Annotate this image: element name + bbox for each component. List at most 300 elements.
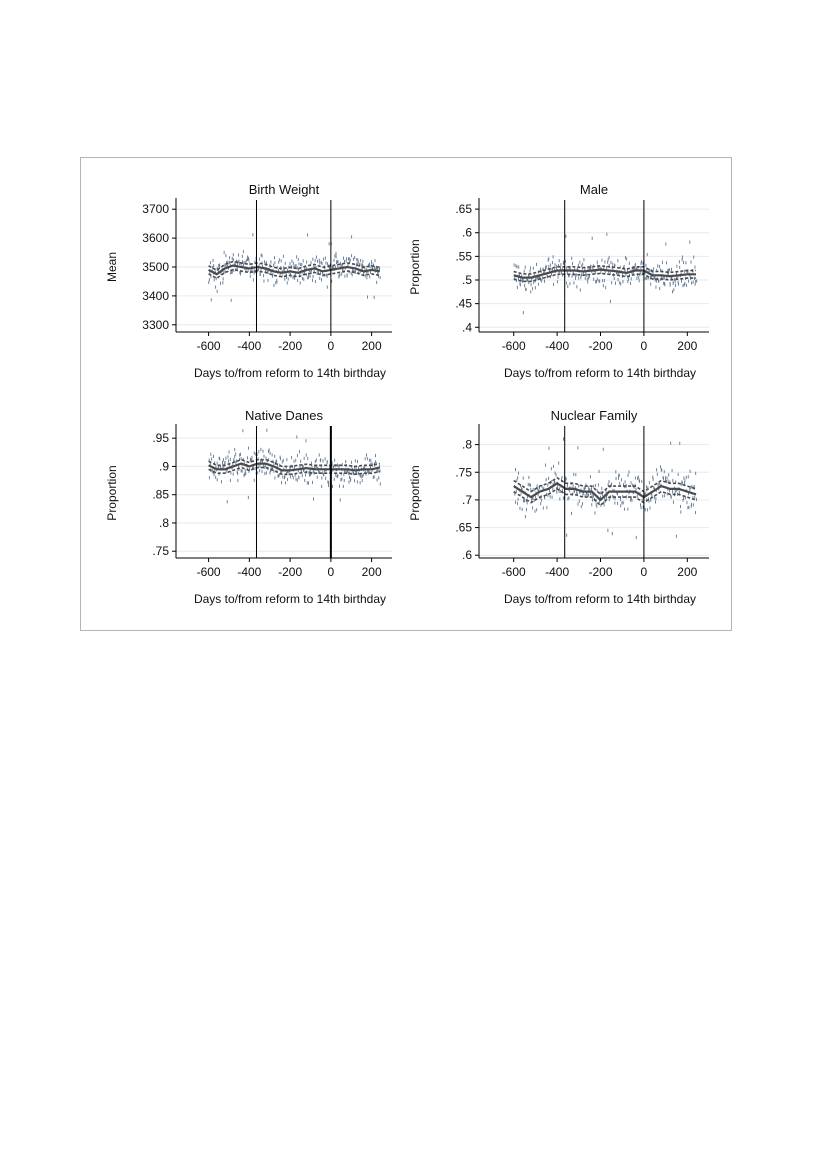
- x-tick-label: -400: [237, 565, 262, 579]
- scatter-point: [525, 266, 526, 269]
- scatter-point: [290, 262, 291, 265]
- scatter-point: [523, 477, 524, 480]
- scatter-point: [336, 252, 337, 255]
- scatter-point: [620, 282, 621, 285]
- scatter-point: [657, 473, 658, 476]
- scatter-point: [595, 484, 596, 487]
- scatter-point: [649, 481, 650, 484]
- scatter-point: [339, 485, 340, 488]
- scatter-point: [298, 258, 299, 261]
- y-tick-label: .45: [455, 296, 472, 311]
- scatter-point: [567, 285, 568, 288]
- scatter-point: [587, 277, 588, 280]
- y-axis-label: Proportion: [105, 465, 119, 521]
- scatter-point: [625, 256, 626, 259]
- scatter-point: [248, 496, 249, 499]
- scatter-point: [662, 495, 663, 498]
- scatter-point: [336, 255, 337, 258]
- scatter-point: [222, 461, 223, 464]
- scatter-point: [517, 265, 518, 268]
- scatter-point: [682, 481, 683, 484]
- scatter-point: [233, 253, 234, 256]
- scatter-point: [536, 508, 537, 511]
- scatter-point: [686, 284, 687, 287]
- scatter-point: [247, 258, 248, 261]
- scatter-point: [679, 442, 680, 445]
- scatter-point: [294, 277, 295, 280]
- scatter-point: [341, 272, 342, 275]
- scatter-point: [659, 287, 660, 290]
- x-tick-label: -400: [545, 339, 570, 353]
- scatter-point: [306, 260, 307, 263]
- scatter-point: [560, 263, 561, 266]
- scatter-point: [263, 450, 264, 453]
- scatter-point: [640, 271, 641, 274]
- scatter-point: [366, 276, 367, 279]
- scatter-point: [244, 261, 245, 264]
- scatter-point: [696, 498, 697, 501]
- scatter-point: [655, 286, 656, 289]
- scatter-point: [641, 506, 642, 509]
- scatter-point: [530, 290, 531, 293]
- scatter-point: [212, 469, 213, 472]
- scatter-point: [337, 260, 338, 263]
- scatter-point: [592, 237, 593, 240]
- scatter-point: [645, 492, 646, 495]
- scatter-point: [266, 471, 267, 474]
- scatter-point: [566, 534, 567, 537]
- scatter-point: [569, 496, 570, 499]
- scatter-point: [565, 235, 566, 238]
- x-tick-label: 0: [327, 565, 335, 579]
- scatter-point: [683, 476, 684, 479]
- scatter-point: [586, 274, 587, 277]
- scatter-point: [672, 479, 673, 482]
- scatter-point: [291, 456, 292, 459]
- scatter-point: [664, 283, 665, 286]
- scatter-point: [665, 242, 666, 245]
- scatter-point: [587, 280, 588, 283]
- scatter-point: [581, 264, 582, 267]
- scatter-point: [306, 439, 307, 442]
- scatter-point: [528, 476, 529, 479]
- scatter-point: [611, 482, 612, 485]
- scatter-point: [282, 475, 283, 478]
- scatter-point: [319, 259, 320, 262]
- scatter-point: [358, 472, 359, 475]
- scatter-point: [274, 455, 275, 458]
- scatter-point: [684, 282, 685, 285]
- scatter-point: [667, 492, 668, 495]
- scatter-point: [558, 276, 559, 279]
- scatter-point: [365, 274, 366, 277]
- scatter-point: [603, 448, 604, 451]
- y-tick-label: .8: [461, 437, 472, 452]
- scatter-point: [348, 472, 349, 475]
- x-tick-label: -600: [501, 339, 526, 353]
- scatter-point: [553, 283, 554, 286]
- scatter-point: [567, 484, 568, 487]
- scatter-point: [548, 265, 549, 268]
- scatter-point: [212, 266, 213, 269]
- scatter-point: [573, 473, 574, 476]
- y-tick-label: .5: [461, 273, 472, 287]
- scatter-point: [616, 477, 617, 480]
- scatter-point: [675, 280, 676, 283]
- scatter-point: [216, 277, 217, 280]
- scatter-point: [667, 476, 668, 479]
- scatter-point: [579, 500, 580, 503]
- scatter-point: [665, 476, 666, 479]
- scatter-point: [285, 481, 286, 484]
- scatter-point: [670, 282, 671, 285]
- scatter-point: [211, 457, 212, 460]
- scatter-point: [669, 268, 670, 271]
- scatter-point: [307, 457, 308, 460]
- scatter-point: [518, 265, 519, 268]
- scatter-point: [557, 485, 558, 488]
- scatter-point: [612, 262, 613, 265]
- scatter-point: [339, 275, 340, 278]
- scatter-point: [552, 487, 553, 490]
- scatter-point: [602, 259, 603, 262]
- scatter-point: [598, 279, 599, 282]
- scatter-point: [693, 503, 694, 506]
- scatter-point: [217, 462, 218, 465]
- scatter-point: [530, 266, 531, 269]
- scatter-point: [243, 250, 244, 253]
- scatter-point: [609, 256, 610, 259]
- scatter-point: [647, 508, 648, 511]
- scatter-point: [312, 258, 313, 261]
- scatter-point: [523, 311, 524, 314]
- scatter-point: [230, 471, 231, 474]
- scatter-point: [640, 266, 641, 269]
- scatter-point: [351, 254, 352, 257]
- scatter-point: [551, 467, 552, 470]
- scatter-point: [612, 532, 613, 535]
- scatter-point: [340, 498, 341, 501]
- scatter-point: [695, 266, 696, 269]
- scatter-point: [287, 478, 288, 481]
- scatter-point: [545, 464, 546, 467]
- scatter-point: [378, 476, 379, 479]
- scatter-point: [338, 260, 339, 263]
- y-axis-label: Proportion: [408, 465, 422, 521]
- scatter-point: [334, 254, 335, 257]
- scatter-point: [375, 454, 376, 457]
- scatter-point: [556, 265, 557, 268]
- scatter-point: [296, 255, 297, 258]
- scatter-point: [249, 468, 250, 471]
- scatter-point: [567, 497, 568, 500]
- scatter-point: [352, 273, 353, 276]
- scatter-point: [607, 529, 608, 532]
- scatter-point: [293, 276, 294, 279]
- scatter-point: [361, 475, 362, 478]
- scatter-point: [245, 469, 246, 472]
- scatter-point: [238, 253, 239, 256]
- scatter-point: [639, 480, 640, 483]
- scatter-point: [357, 460, 358, 463]
- scatter-point: [695, 280, 696, 283]
- scatter-point: [261, 253, 262, 256]
- scatter-point: [696, 279, 697, 282]
- scatter-point: [619, 281, 620, 284]
- scatter-point: [532, 287, 533, 290]
- x-tick-label: 200: [677, 565, 698, 579]
- scatter-point: [624, 265, 625, 268]
- scatter-point: [636, 536, 637, 539]
- scatter-point: [215, 285, 216, 288]
- scatter-point: [276, 280, 277, 283]
- scatter-point: [614, 277, 615, 280]
- scatter-point: [349, 476, 350, 479]
- scatter-point: [631, 499, 632, 502]
- scatter-point: [211, 298, 212, 301]
- scatter-point: [268, 279, 269, 282]
- x-tick-label: -600: [196, 339, 221, 353]
- scatter-point: [686, 501, 687, 504]
- scatter-point: [527, 501, 528, 504]
- chart-panel-4: [408, 408, 709, 606]
- scatter-point: [638, 476, 639, 479]
- scatter-point: [695, 472, 696, 475]
- chart-title: Nuclear Family: [550, 408, 638, 423]
- scatter-point: [322, 262, 323, 265]
- scatter-point: [319, 261, 320, 264]
- scatter-point: [629, 262, 630, 265]
- scatter-point: [300, 281, 301, 284]
- scatter-point: [271, 260, 272, 263]
- y-tick-label: .75: [152, 544, 169, 559]
- scatter-point: [224, 251, 225, 254]
- scatter-point: [693, 281, 694, 284]
- scatter-point: [351, 461, 352, 464]
- scatter-point: [630, 498, 631, 501]
- scatter-point: [600, 271, 601, 274]
- scatter-point: [293, 476, 294, 479]
- scatter-point: [242, 470, 243, 473]
- scatter-point: [234, 448, 235, 451]
- scatter-point: [264, 472, 265, 475]
- scatter-point: [214, 473, 215, 476]
- scatter-point: [369, 275, 370, 278]
- scatter-point: [531, 283, 532, 286]
- scatter-point: [317, 272, 318, 275]
- scatter-point: [255, 467, 256, 470]
- x-axis-label: Days to/from reform to 14th birthday: [193, 592, 387, 606]
- scatter-point: [234, 455, 235, 458]
- scatter-point: [535, 510, 536, 513]
- scatter-point: [602, 279, 603, 282]
- scatter-point: [588, 493, 589, 496]
- scatter-point: [664, 494, 665, 497]
- scatter-point: [349, 257, 350, 260]
- scatter-point: [302, 277, 303, 280]
- scatter-point: [315, 280, 316, 283]
- scatter-point: [258, 268, 259, 271]
- scatter-point: [253, 278, 254, 281]
- scatter-point: [517, 286, 518, 289]
- scatter-point: [282, 460, 283, 463]
- scatter-point: [575, 473, 576, 476]
- y-tick-label: .65: [455, 202, 472, 217]
- scatter-point: [345, 460, 346, 463]
- scatter-point: [373, 476, 374, 479]
- scatter-point: [272, 273, 273, 276]
- scatter-point: [372, 464, 373, 467]
- scatter-point: [645, 277, 646, 280]
- scatter-point: [695, 283, 696, 286]
- scatter-point: [367, 457, 368, 460]
- scatter-point: [259, 469, 260, 472]
- scatter-point: [547, 484, 548, 487]
- scatter-point: [208, 281, 209, 284]
- scatter-point: [653, 478, 654, 481]
- scatter-point: [591, 487, 592, 490]
- scatter-point: [354, 256, 355, 259]
- scatter-point: [687, 506, 688, 509]
- x-tick-label: -600: [196, 565, 221, 579]
- scatter-point: [514, 263, 515, 266]
- scatter-point: [304, 479, 305, 482]
- scatter-point: [528, 483, 529, 486]
- scatter-point: [327, 285, 328, 288]
- scatter-point: [639, 279, 640, 282]
- scatter-point: [655, 500, 656, 503]
- scatter-point: [515, 501, 516, 504]
- scatter-point: [608, 258, 609, 261]
- scatter-point: [303, 259, 304, 262]
- scatter-point: [559, 259, 560, 262]
- scatter-point: [675, 284, 676, 287]
- x-axis-label: Days to/from reform to 14th birthday: [503, 592, 697, 606]
- scatter-point: [549, 447, 550, 450]
- scatter-point: [356, 263, 357, 266]
- scatter-point: [307, 481, 308, 484]
- scatter-point: [538, 283, 539, 286]
- scatter-point: [325, 477, 326, 480]
- scatter-point: [259, 465, 260, 468]
- y-tick-label: .95: [152, 431, 169, 446]
- scatter-point: [217, 290, 218, 293]
- scatter-point: [534, 499, 535, 502]
- scatter-point: [315, 259, 316, 262]
- scatter-point: [550, 263, 551, 266]
- scatter-point: [325, 261, 326, 264]
- scatter-point: [670, 442, 671, 445]
- scatter-point: [530, 270, 531, 273]
- scatter-point: [247, 456, 248, 459]
- y-tick-label: .55: [455, 249, 472, 264]
- scatter-point: [679, 266, 680, 269]
- scatter-point: [540, 268, 541, 271]
- scatter-point: [680, 505, 681, 508]
- scatter-point: [313, 497, 314, 500]
- scatter-point: [661, 468, 662, 471]
- scatter-point: [518, 498, 519, 501]
- scatter-point: [617, 502, 618, 505]
- scatter-point: [371, 262, 372, 265]
- scatter-point: [279, 258, 280, 261]
- scatter-point: [563, 497, 564, 500]
- scatter-point: [375, 259, 376, 262]
- scatter-point: [550, 495, 551, 498]
- x-tick-label: 200: [677, 339, 698, 353]
- scatter-point: [358, 261, 359, 264]
- scatter-point: [583, 258, 584, 261]
- scatter-point: [229, 261, 230, 264]
- scatter-point: [348, 481, 349, 484]
- scatter-point: [678, 283, 679, 286]
- scatter-point: [571, 512, 572, 515]
- scatter-point: [233, 472, 234, 475]
- scatter-point: [671, 496, 672, 499]
- scatter-point: [593, 485, 594, 488]
- scatter-point: [636, 488, 637, 491]
- y-tick-label: 3400: [142, 288, 169, 303]
- scatter-point: [297, 266, 298, 269]
- scatter-point: [524, 270, 525, 273]
- scatter-point: [636, 277, 637, 280]
- y-tick-label: .9: [158, 459, 169, 474]
- scatter-point: [688, 280, 689, 283]
- scatter-point: [273, 470, 274, 473]
- scatter-point: [654, 496, 655, 499]
- scatter-point: [254, 451, 255, 454]
- scatter-point: [257, 471, 258, 474]
- scatter-point: [631, 481, 632, 484]
- scatter-point: [546, 266, 547, 269]
- scatter-point: [621, 478, 622, 481]
- scatter-point: [223, 458, 224, 461]
- scatter-point: [679, 260, 680, 263]
- scatter-point: [588, 276, 589, 279]
- scatter-point: [563, 262, 564, 265]
- scatter-point: [297, 479, 298, 482]
- scatter-point: [635, 263, 636, 266]
- chart-panel-2: [408, 182, 709, 380]
- scatter-point: [313, 275, 314, 278]
- scatter-point: [544, 280, 545, 283]
- scatter-point: [628, 474, 629, 477]
- x-axis-label: Days to/from reform to 14th birthday: [503, 366, 697, 380]
- scatter-point: [289, 472, 290, 475]
- scatter-point: [590, 475, 591, 478]
- scatter-point: [218, 264, 219, 267]
- scatter-point: [655, 497, 656, 500]
- scatter-point: [553, 255, 554, 258]
- scatter-point: [242, 429, 243, 432]
- scatter-point: [626, 495, 627, 498]
- scatter-point: [353, 472, 354, 475]
- scatter-point: [210, 261, 211, 264]
- chart-title: Birth Weight: [248, 182, 320, 197]
- scatter-point: [337, 474, 338, 477]
- scatter-point: [645, 264, 646, 267]
- scatter-point: [566, 266, 567, 269]
- scatter-point: [604, 279, 605, 282]
- scatter-point: [671, 268, 672, 271]
- scatter-point: [541, 279, 542, 282]
- scatter-point: [598, 483, 599, 486]
- y-tick-label: .6: [461, 548, 472, 563]
- y-tick-label: .4: [461, 320, 472, 335]
- scatter-point: [579, 261, 580, 264]
- scatter-point: [575, 277, 576, 280]
- scatter-point: [541, 499, 542, 502]
